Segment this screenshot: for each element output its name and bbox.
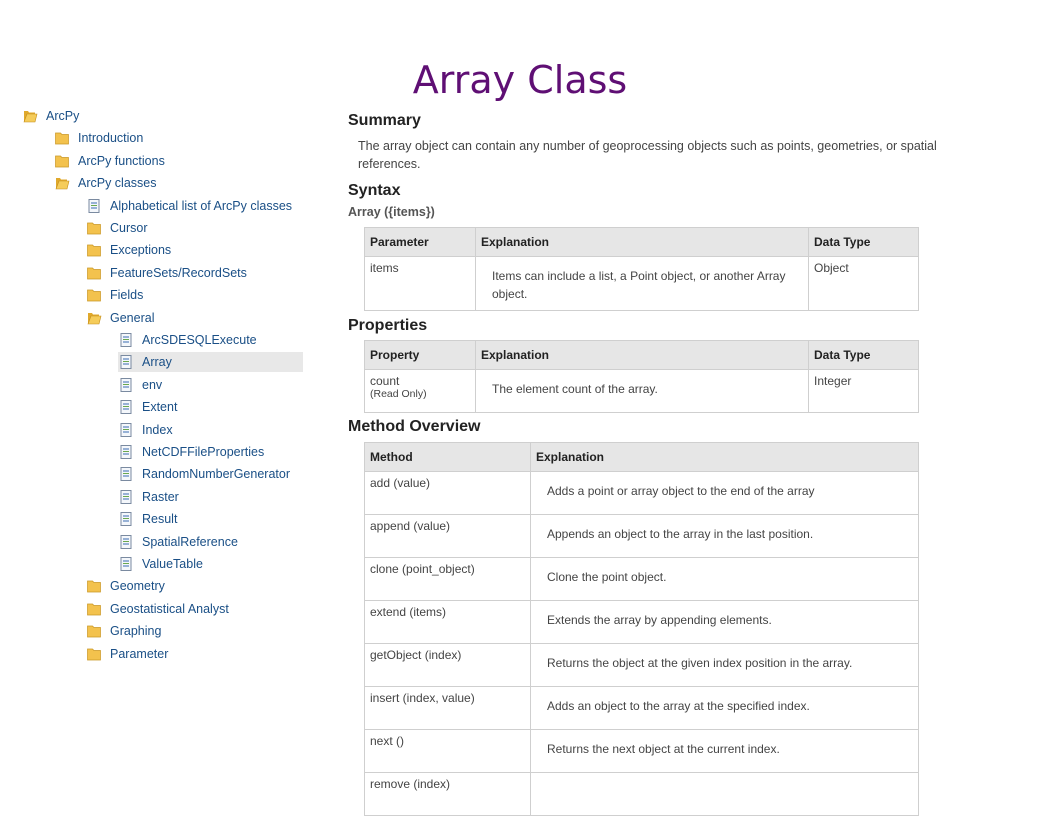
param-explanation: Items can include a list, a Point object, or another Array object. xyxy=(476,257,809,311)
parameter-table xyxy=(364,227,919,311)
summary-heading: Summary xyxy=(348,112,421,129)
page-icon xyxy=(118,511,134,527)
tree-item-label: ValueTable xyxy=(142,557,203,571)
tree-item-label: Graphing xyxy=(110,624,162,639)
param-name: items xyxy=(365,257,476,311)
tree-item-label: Extent xyxy=(142,400,178,415)
method-explanation: Returns the next object at the current index. xyxy=(531,730,919,773)
tree-item-graphing[interactable] xyxy=(86,621,161,641)
page-icon xyxy=(118,377,134,393)
tree-item-label: ArcSDESQLExecute xyxy=(142,333,257,347)
method-col-header: Method xyxy=(365,443,531,472)
table-row xyxy=(365,370,919,413)
properties-table xyxy=(364,340,919,413)
tree-item-valuetable[interactable] xyxy=(118,554,203,574)
page-icon xyxy=(86,198,102,214)
folder-open-icon xyxy=(22,108,38,124)
method-explanation: Clone the point object. xyxy=(531,558,919,601)
table-row xyxy=(365,472,919,515)
method-name: next () xyxy=(365,730,531,773)
tree-item-label: RandomNumberGenerator xyxy=(142,467,290,482)
table-row xyxy=(365,687,919,730)
tree-item-label: Result xyxy=(142,512,178,527)
table-row xyxy=(365,730,919,773)
tree-item-netcdffileproperties[interactable] xyxy=(118,442,264,462)
tree-item-featuresets-recordsets[interactable] xyxy=(86,263,247,283)
tree-item-alphabetical-list-of-arcpy-classes[interactable] xyxy=(86,196,292,216)
tree-item-label: NetCDFFileProperties xyxy=(142,445,265,459)
folder-open-icon xyxy=(54,175,70,191)
method-name: append (value) xyxy=(365,515,531,558)
tree-item-array[interactable] xyxy=(118,352,303,372)
expl-col-header: Explanation xyxy=(476,341,809,370)
tree-item-label: Introduction xyxy=(78,131,144,146)
folder-icon xyxy=(86,220,102,236)
property-note: (Read Only) xyxy=(370,388,427,400)
tree-item-fields[interactable] xyxy=(86,285,143,305)
tree-item-label: Cursor xyxy=(110,221,148,235)
page-icon xyxy=(118,332,134,348)
tree-item-arcpy-functions[interactable] xyxy=(54,151,165,171)
page-icon xyxy=(118,534,134,550)
folder-icon xyxy=(54,153,70,169)
method-name: remove (index) xyxy=(365,773,531,816)
table-row xyxy=(365,773,919,816)
folder-icon xyxy=(86,646,102,662)
tree-item-label: FeatureSets/RecordSets xyxy=(110,265,247,280)
method-explanation: Appends an object to the array in the last position. xyxy=(531,515,919,558)
tree-item-label: SpatialReference xyxy=(142,534,238,549)
tree-item-label: Geometry xyxy=(110,579,165,594)
method-explanation: Adds a point or array object to the end of the array xyxy=(531,472,919,515)
method-explanation: Returns the object at the given index position in the array. xyxy=(531,644,919,687)
table-row xyxy=(365,644,919,687)
table-row xyxy=(365,257,919,311)
tree-item-label: ArcPy xyxy=(46,109,80,123)
syntax-heading: Syntax xyxy=(348,182,401,199)
tree-item-arcpy[interactable] xyxy=(22,106,79,126)
tree-item-label: Array xyxy=(142,355,172,370)
method-name: clone (point_object) xyxy=(365,558,531,601)
tree-item-exceptions[interactable] xyxy=(86,240,171,260)
tree-item-label: Geostatistical Analyst xyxy=(110,601,229,616)
page-icon xyxy=(118,489,134,505)
folder-icon xyxy=(86,242,102,258)
tree-item-label: Parameter xyxy=(110,646,169,661)
method-table xyxy=(364,442,919,816)
folder-icon xyxy=(54,130,70,146)
method-explanation: Extends the array by appending elements. xyxy=(531,601,919,644)
method-explanation: Adds an object to the array at the specified index. xyxy=(531,687,919,730)
folder-icon xyxy=(86,578,102,594)
method-name: getObject (index) xyxy=(365,644,531,687)
tree-item-parameter[interactable] xyxy=(86,644,168,664)
table-row xyxy=(365,558,919,601)
tree-item-arcsdesqlexecute[interactable] xyxy=(118,330,257,350)
tree-item-result[interactable] xyxy=(118,509,177,529)
type-col-header: Data Type xyxy=(809,228,919,257)
method-expl-col-header: Explanation xyxy=(531,443,919,472)
tree-item-label: General xyxy=(110,310,155,325)
tree-item-geostatistical-analyst[interactable] xyxy=(86,599,229,619)
method-explanation xyxy=(531,773,919,816)
tree-item-general[interactable] xyxy=(86,308,154,328)
page-icon xyxy=(118,422,134,438)
page-icon xyxy=(118,354,134,370)
tree-item-label: Alphabetical list of ArcPy classes xyxy=(110,198,293,213)
tree-item-index[interactable] xyxy=(118,420,173,440)
page-icon xyxy=(118,399,134,415)
tree-item-label: Index xyxy=(142,422,173,437)
property-explanation: The element count of the array. xyxy=(476,370,809,413)
tree-item-label: env xyxy=(142,377,163,392)
tree-item-label: ArcPy classes xyxy=(78,176,157,191)
tree-item-cursor[interactable] xyxy=(86,218,148,238)
syntax-signature: Array ({items}) xyxy=(348,205,435,219)
property-type: Integer xyxy=(809,370,919,413)
folder-icon xyxy=(86,287,102,303)
method-name: extend (items) xyxy=(365,601,531,644)
property-name: count xyxy=(370,374,400,388)
page-icon xyxy=(118,556,134,572)
param-col-header: Parameter xyxy=(365,228,476,257)
tree-item-env[interactable] xyxy=(118,375,162,395)
tree-item-label: Raster xyxy=(142,489,179,504)
type-col-header: Data Type xyxy=(809,341,919,370)
help-content xyxy=(348,0,968,791)
page-icon xyxy=(118,466,134,482)
tree-item-arcpy-classes[interactable] xyxy=(54,173,157,193)
tree-item-spatialreference[interactable] xyxy=(118,532,238,552)
folder-open-icon xyxy=(86,310,102,326)
tree-item-randomnumbergenerator[interactable] xyxy=(118,464,290,484)
method-name: insert (index, value) xyxy=(365,687,531,730)
tree-item-extent[interactable] xyxy=(118,397,177,417)
property-col-header: Property xyxy=(365,341,476,370)
param-type: Object xyxy=(809,257,919,311)
tree-item-label: Fields xyxy=(110,288,144,303)
method-overview-heading: Method Overview xyxy=(348,418,481,435)
folder-icon xyxy=(86,601,102,617)
table-row xyxy=(365,601,919,644)
tree-item-label: Exceptions xyxy=(110,243,172,258)
expl-col-header: Explanation xyxy=(476,228,809,257)
properties-heading: Properties xyxy=(348,317,428,334)
method-name: add (value) xyxy=(365,472,531,515)
tree-item-raster[interactable] xyxy=(118,487,179,507)
table-row xyxy=(365,515,919,558)
tree-item-label: ArcPy functions xyxy=(78,153,165,168)
tree-item-introduction[interactable] xyxy=(54,128,143,148)
page-icon xyxy=(118,444,134,460)
folder-icon xyxy=(86,623,102,639)
summary-text: The array object can contain any number of geoprocessing objects such as points, geometries, or spatial references. xyxy=(358,139,937,171)
slide-title: Array Class xyxy=(412,58,628,102)
tree-item-geometry[interactable] xyxy=(86,576,165,596)
folder-icon xyxy=(86,265,102,281)
